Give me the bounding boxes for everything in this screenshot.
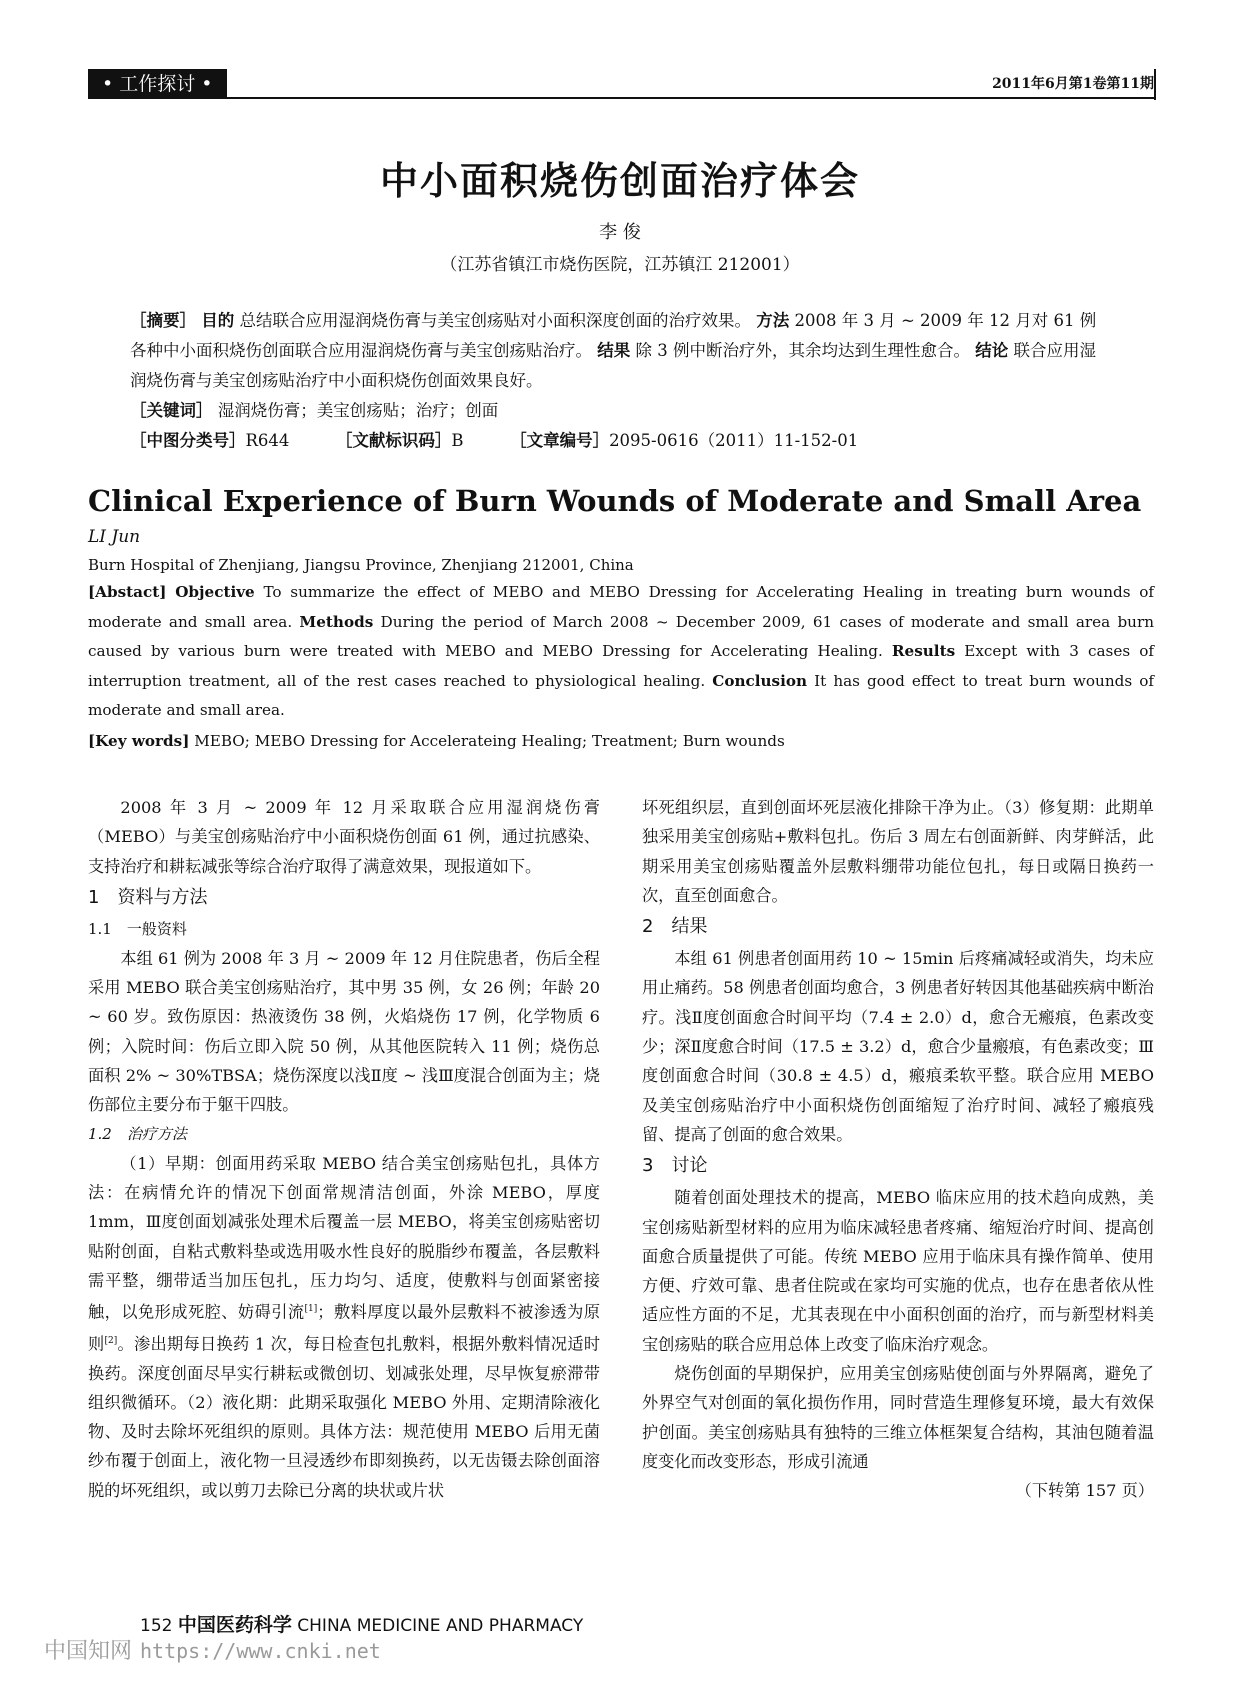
body-column-right [642,793,1154,1506]
citation-2: [2] [104,1335,118,1346]
journal-name-cn: 中国医药科学 [177,1614,292,1636]
treatment-continued-paragraph: 坏死组织层，直到创面坏死层液化排除干净为止。（3）修复期：此期单独采用美宝创疡贴+敷料包扎。伤后 3 周左右创面新鲜、肉芽鲜活，此期采用美宝创疡贴覆盖外层敷料绷带功能位包扎，每日或隔日换药一次，直至创面愈合。 [642,798,1154,905]
results-label: 结果 [597,341,631,360]
subsection-heading-1-2 [88,1120,600,1149]
conclusion-text: 联合应用湿润烧伤膏与美宝创疡贴治疗中小面积烧伤创面效果良好。 [130,341,1096,390]
en-conclusion-label: Conclusion [712,671,808,690]
en-keywords-label: [Key words] [88,732,190,750]
keywords-label: ［关键词］ [130,401,213,420]
watermark-name: 中国知网 [44,1639,133,1664]
treatment-paragraph [88,1149,600,1505]
en-conclusion-text: It has good effect to treat burn wounds of moderate and small area. [88,671,1154,719]
intro-paragraph: 2008 年 3 月 ~ 2009 年 12 月采取联合应用湿润烧伤膏（MEBO）与美宝创疡贴治疗中小面积烧伤创面 61 例，通过抗感染、支持治疗和耕耘减张等综合治疗取得了满意效果，现报道如下。 [88,798,600,876]
discussion-paragraph-2: 烧伤创面的早期保护，应用美宝创疡贴使创面与外界隔离，避免了外界空气对创面的氧化损伤作用，同时营造生理修复环境，最大有效保护创面。美宝创疡贴具有独特的三维立体框架复合结构，其油包随着温度变化而改变形态，形成引流通 [642,1364,1154,1471]
en-methods-text: During the period of March 2008 ~ December 2009, 61 cases of moderate and small area burn caused by various burn were treated with MEBO and MEBO Dressing for Accelerating Healing. [88,612,1154,660]
section-tag: • 工作探讨 • [88,69,227,99]
conclusion-label: 结论 [975,341,1009,360]
page-footer [140,1610,583,1637]
clc-label: ［中图分类号］ [130,431,246,450]
header-end-bar [1154,69,1156,100]
doc-code-label: ［文献标识码］ [335,431,452,450]
treatment-text-b: ；敷料厚度以最外层敷料不被渗透为原则 [88,1302,601,1354]
english-author: LI Jun [88,527,141,547]
english-affiliation: Burn Hospital of Zhenjiang, Jiangsu Province, Zhenjiang 212001, China [88,556,634,574]
treatment-text-c: 。渗出期每日换药 1 次，每日检查包扎敷料，根据外敷料情况适时换药。深度创面尽早实行耕耘或微创切、划减张处理，尽早恢复瘀滞带组织微循环。（2）液化期：此期采取强化 MEBO 外用、定期清除液化物、及时去除坏死组织的原则。具体方法：规范使用 MEBO 后用无菌纱布覆于创面上，液化物一旦浸透纱布即刻换药，以无齿镊去除创面溶脱的坏死组织，或以剪刀去除已分离的块状或片状 [88,1334,601,1500]
article-title: 中小面积烧伤创面治疗体会 [379,158,860,203]
article-no-label: ［文章编号］ [510,431,610,450]
discussion-paragraph-1: 随着创面处理技术的提高，MEBO 临床应用的技术趋向成熟，美宝创疡贴新型材料的应用为临床减轻患者疼痛、缩短治疗时间、提高创面愈合质量提供了可能。传统 MEBO 应用于临床具有操作简单、使用方便、疗效可靠、患者住院或在家均可实施的优点，也存在患者依从性适应性方面的不足，尤其表现在中小面积创面的治疗，而与新型材料美宝创疡贴的联合应用总体上改变了临床治疗观念。 [642,1188,1154,1354]
continued-note: （下转第 157 页） [1015,1481,1154,1501]
classification-line [130,426,1110,456]
treatment-text-a: （1）早期：创面用药采取 MEBO 结合美宝创疡贴包扎，具体方法：在病情允许的情况下创面常规清洁创面，外涂 MEBO，厚度 1mm，Ⅲ度创面划减张处理术后覆盖一层 MEBO，将美宝创疡贴密切贴附创面，自粘式敷料垫或选用吸水性良好的脱脂纱布覆盖，各层敷料需平整，绷带适当加压包扎，压力均匀、适度，使敷料与创面紧密接触，以免形成死腔、妨碍引流 [88,1153,600,1322]
objective-label: 目的 [201,311,235,330]
english-keywords [88,727,1154,756]
results-paragraph: 本组 61 例患者创面用药 10 ~ 15min 后疼痛减轻或消失，均未应用止痛药。58 例患者创面均愈合，3 例患者好转因其他基础疾病中断治疗。浅Ⅱ度创面愈合时间平均（7.4 ± 2.0）d，愈合无瘢痕，色素改变少；深Ⅱ度愈合时间（17.5 ± 3.2）d，愈合少量瘢痕，有色素改变；Ⅲ度创面愈合时间（30.8 ± 4.5）d，瘢痕柔软平整。联合应用 MEBO 及美宝创疡贴治疗中小面积烧伤创面缩短了治疗时间、减轻了瘢痕残留、提高了创面的愈合效果。 [642,949,1154,1144]
english-title: Clinical Experience of Burn Wounds of Moderate and Small Area [88,484,1142,518]
body-column-left [88,793,600,1505]
keywords-cn [130,396,1110,426]
page-number: 152 [140,1616,173,1636]
clc-value: R644 [245,431,290,450]
cnki-watermark [44,1634,381,1665]
watermark-url: https://www.cnki.net [140,1639,381,1663]
journal-name-en: CHINA MEDICINE AND PHARMACY [297,1616,584,1636]
abstract-label: ［摘要］ [130,311,196,330]
en-methods-label: Methods [299,612,374,631]
doc-code-value: B [451,431,464,450]
general-data-paragraph: 本组 61 例为 2008 年 3 月 ~ 2009 年 12 月住院患者，伤后全程采用 MEBO 联合美宝创疡贴治疗，其中男 35 例，女 26 例；年龄 20 ~ 60 岁。致伤原因：热液烫伤 38 例，火焰烧伤 17 例，化学物质 6 例；入院时间：伤后立即入院 50 例，从其他医院转入 11 例；烧伤总面积 2% ~ 30%TBSA；烧伤深度以浅Ⅱ度 ~ 浅Ⅲ度混合创面为主；烧伤部位主要分布于躯干四肢。 [88,948,600,1115]
objective-text: 总结联合应用湿润烧伤膏与美宝创疡贴对小面积深度创面的治疗效果。 [239,311,751,330]
english-abstract [88,578,1154,726]
citation-1: [1] [304,1304,318,1315]
en-objective-label: Objective [175,583,255,601]
abstract-cn [130,306,1110,396]
en-abstract-label: [Abstact] [88,583,167,601]
issue-info: 2011年6月第1卷第11期 [992,76,1154,92]
keywords-value: 湿润烧伤膏；美宝创疡贴；治疗；创面 [217,401,499,420]
affiliation: （江苏省镇江市烧伤医院，江苏镇江 212001） [440,255,800,275]
results-text: 除 3 例中断治疗外，其余均达到生理性愈合。 [635,341,970,360]
en-results-label: Results [891,642,956,660]
section-heading-3: 3 讨论 [642,1155,708,1177]
en-keywords-value: MEBO; MEBO Dressing for Accelerateing Healing; Treatment; Burn wounds [194,732,785,750]
author: 李 俊 [599,222,641,243]
subsection-heading-1-2-text: 1.2 治疗方法 [88,1124,187,1143]
methods-text: 2008 年 3 月 ~ 2009 年 12 月对 61 例各种中小面积烧伤创面联合应用湿润烧伤膏与美宝创疡贴治疗。 [130,311,1097,360]
en-results-text: Except with 3 cases of interruption treatment, all of the rest cases reached to physiological healing. [88,642,1155,690]
subsection-heading-1-1: 1.1 一般资料 [88,919,187,938]
methods-label: 方法 [756,311,790,330]
section-heading-2: 2 结果 [642,916,708,938]
article-no-value: 2095-0616（2011）11-152-01 [609,431,859,450]
en-objective-text: To summarize the effect of MEBO and MEBO Dressing for Accelerating Healing in treating burn wounds of moderate and small area. [88,583,1154,631]
section-heading-1: 1 资料与方法 [88,886,208,908]
